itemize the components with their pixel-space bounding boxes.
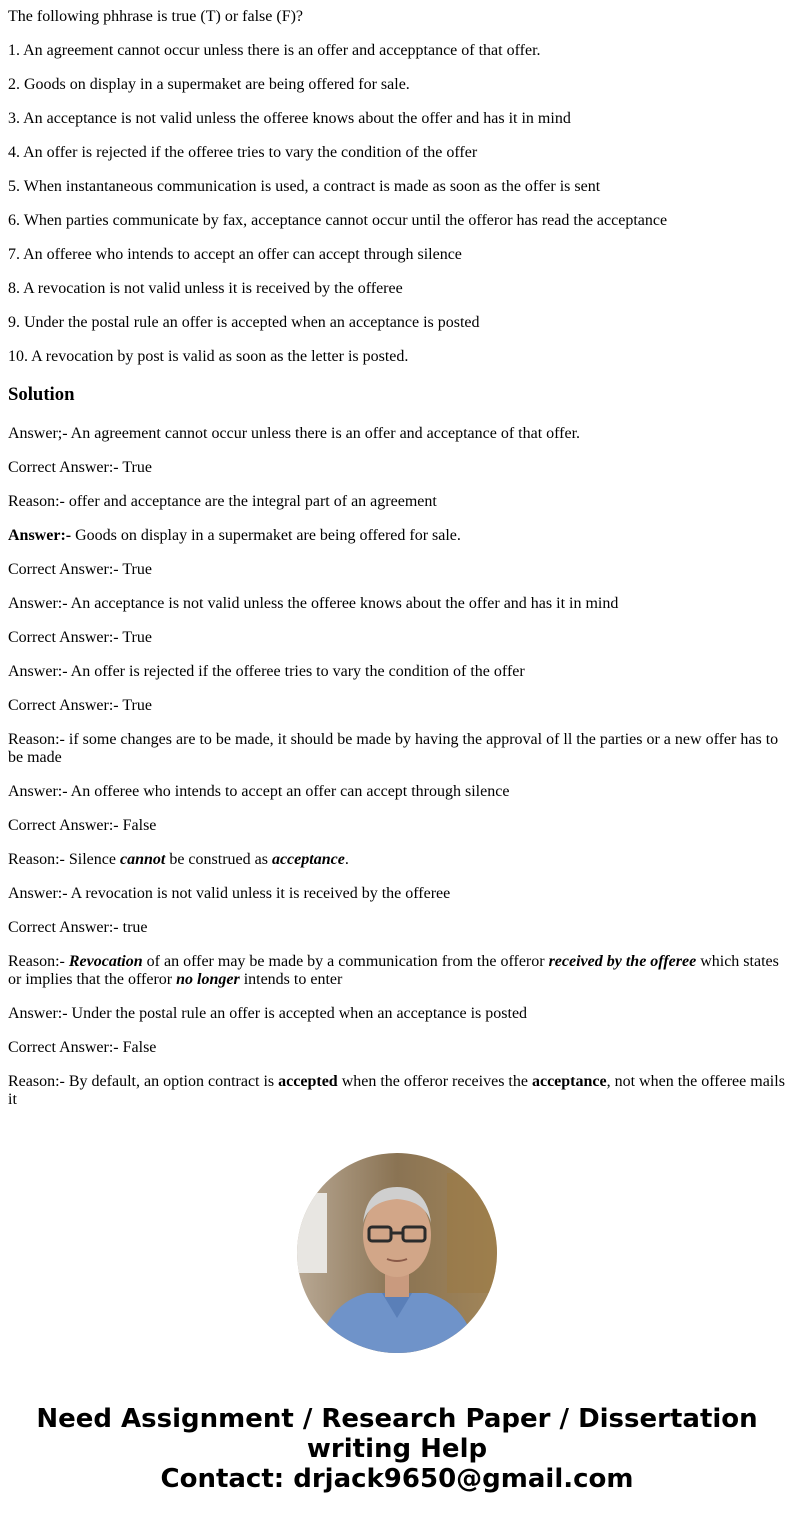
reason-4: Reason:- if some changes are to be made, it should be made by having the approval of ll the parties or a new offer has to be made bbox=[8, 731, 779, 766]
answer-8: Answer:- A revocation is not valid unless it is received by the offeree bbox=[8, 885, 451, 902]
banner-contact: Contact: drjack9650@gmail.com bbox=[160, 1464, 634, 1494]
reason-7 bbox=[8, 851, 786, 869]
reason-9-text: , not when the offeree mails it bbox=[8, 1073, 785, 1108]
question-item: 8. A revocation is not valid unless it is received by the offeree bbox=[8, 280, 403, 297]
reason-9-text: Reason:- By default, an option contract is bbox=[8, 1073, 279, 1090]
correct-answer-8: Correct Answer:- true bbox=[8, 919, 148, 936]
question-item: 3. An acceptance is not valid unless the offeree knows about the offer and has it in mind bbox=[8, 110, 571, 127]
reason-9-emphasis: accepted bbox=[278, 1073, 338, 1090]
reason-8-text: Reason:- bbox=[8, 953, 69, 970]
question-item: 4. An offer is rejected if the offeree tries to vary the condition of the offer bbox=[8, 144, 478, 161]
answer-2-label: Answer:- bbox=[8, 527, 72, 544]
question-intro: The following phhrase is true (T) or false (F)? bbox=[8, 8, 304, 25]
banner-line-2: writing Help bbox=[306, 1434, 488, 1464]
answer-4: Answer:- An offer is rejected if the offeree tries to vary the condition of the offer bbox=[8, 663, 525, 680]
question-item: 9. Under the postal rule an offer is accepted when an acceptance is posted bbox=[8, 314, 480, 331]
question-item: 10. A revocation by post is valid as soon as the letter is posted. bbox=[8, 348, 409, 365]
banner-line-1: Need Assignment / Research Paper / Dissertation bbox=[36, 1404, 758, 1434]
reason-9-emphasis: acceptance bbox=[531, 1073, 607, 1090]
reason-8-emphasis: no longer bbox=[176, 971, 240, 988]
reason-8-text: which states or implies that the offeror bbox=[8, 953, 779, 988]
reason-7-text: Reason:- Silence bbox=[8, 851, 120, 868]
reason-8 bbox=[8, 953, 786, 989]
reason-7-emphasis: acceptance bbox=[271, 851, 345, 868]
reason-1: Reason:- offer and acceptance are the integral part of an agreement bbox=[8, 493, 437, 510]
reason-8-emphasis: Revocation bbox=[68, 953, 143, 970]
correct-answer-3: Correct Answer:- True bbox=[8, 629, 152, 646]
question-item: 7. An offeree who intends to accept an offer can accept through silence bbox=[8, 246, 462, 263]
reason-9 bbox=[8, 1073, 786, 1109]
reason-8-text: intends to enter bbox=[239, 971, 343, 988]
answer-3: Answer:- An acceptance is not valid unless the offeree knows about the offer and has it in mind bbox=[8, 595, 619, 612]
correct-answer-2: Correct Answer:- True bbox=[8, 561, 152, 578]
reason-7-text: be construed as bbox=[165, 851, 272, 868]
correct-answer-7: Correct Answer:- False bbox=[8, 817, 157, 834]
question-item: 2. Goods on display in a supermaket are being offered for sale. bbox=[8, 76, 410, 93]
answer-9: Answer:- Under the postal rule an offer is accepted when an acceptance is posted bbox=[8, 1005, 528, 1022]
reason-8-text: of an offer may be made by a communication from the offeror bbox=[142, 953, 549, 970]
question-item: 6. When parties communicate by fax, acceptance cannot occur until the offeror has read the acceptance bbox=[8, 212, 668, 229]
correct-answer-1: Correct Answer:- True bbox=[8, 459, 152, 476]
promo-banner bbox=[0, 1404, 794, 1494]
answer-7: Answer:- An offeree who intends to accept an offer can accept through silence bbox=[8, 783, 510, 800]
reason-7-emphasis: cannot bbox=[119, 851, 166, 868]
reason-9-text: when the offeror receives the bbox=[337, 1073, 532, 1090]
question-item: 1. An agreement cannot occur unless there is an offer and accepptance of that offer. bbox=[8, 42, 541, 59]
reason-8-emphasis: received by the offeree bbox=[548, 953, 697, 970]
correct-answer-9: Correct Answer:- False bbox=[8, 1039, 157, 1056]
portrait-image bbox=[297, 1153, 497, 1353]
solution-heading: Solution bbox=[8, 384, 75, 405]
answer-2 bbox=[8, 527, 786, 545]
correct-answer-4: Correct Answer:- True bbox=[8, 697, 152, 714]
answer-1: Answer;- An agreement cannot occur unless there is an offer and acceptance of that offer. bbox=[8, 425, 581, 442]
question-item: 5. When instantaneous communication is used, a contract is made as soon as the offer is sent bbox=[8, 178, 601, 195]
answer-2-text: Goods on display in a supermaket are being offered for sale. bbox=[71, 527, 461, 544]
reason-7-text: . bbox=[344, 851, 349, 868]
author-photo bbox=[297, 1153, 497, 1353]
